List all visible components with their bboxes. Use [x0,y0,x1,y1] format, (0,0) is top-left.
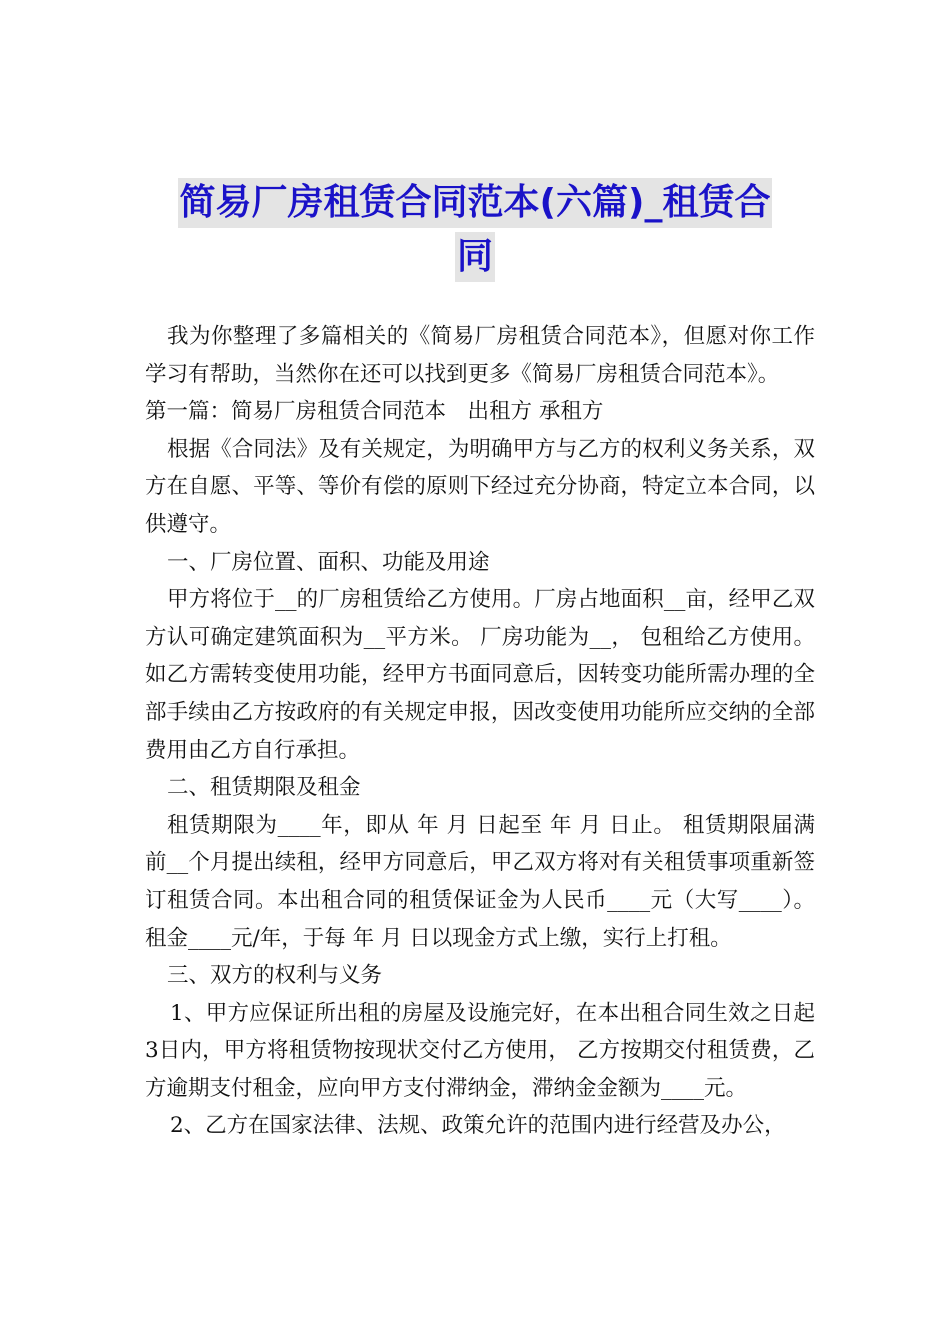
document-body [145,318,815,1145]
document-title [140,176,810,284]
title-line-2: 同 [455,232,495,282]
clause-item-3-1: 1、甲方应保证所出租的房屋及设施完好，在本出租合同生效之日起3日内，甲方将租赁物按现状交付乙方使用， 乙方按期交付租赁费，乙方逾期支付租金，应向甲方支付滞纳金，滞纳金金额为____元。 [145,1000,815,1101]
clause-heading-2: 二、租赁期限及租金 [167,775,361,801]
clause-heading-3: 三、双方的权利与义务 [167,963,383,989]
preamble-paragraph: 根据《合同法》及有关规定，为明确甲方与乙方的权利义务关系，双方在自愿、平等、等价有偿的原则下经过充分协商，特定立本合同，以供遵守。 [145,436,815,537]
title-line-1: 简易厂房租赁合同范本(六篇)_租赁合 [178,178,773,228]
clause-paragraph-2: 租赁期限为____年，即从 年 月 日起至 年 月 日止。 租赁期限届满前__个月提出续租，经甲方同意后，甲乙双方将对有关租赁事项重新签订租赁合同。本出租合同的租赁保证金为人民币____元（大写____）。租金____元/年，于每 年 月 日以现金方式上缴，实行上打租。 [145,812,815,951]
clause-paragraph-1: 甲方将位于__的厂房租赁给乙方使用。厂房占地面积__亩，经甲乙双方认可确定建筑面积为__平方米。 厂房功能为__， 包租给乙方使用。如乙方需转变使用功能，经甲方书面同意后，因转变功能所需办理的全部手续由乙方按政府的有关规定申报，因改变使用功能所应交纳的全部费用由乙方自行承担。 [145,587,815,763]
intro-paragraph: 我为你整理了多篇相关的《简易厂房租赁合同范本》，但愿对你工作学习有帮助，当然你在还可以找到更多《简易厂房租赁合同范本》。 [145,324,815,387]
section-heading-part-one: 第一篇：简易厂房租赁合同范本 出租方 承租方 [145,399,604,425]
clause-item-3-2: 2、乙方在国家法律、法规、政策允许的范围内进行经营及办公， [170,1113,786,1139]
clause-heading-1: 一、厂房位置、面积、功能及用途 [167,549,490,575]
